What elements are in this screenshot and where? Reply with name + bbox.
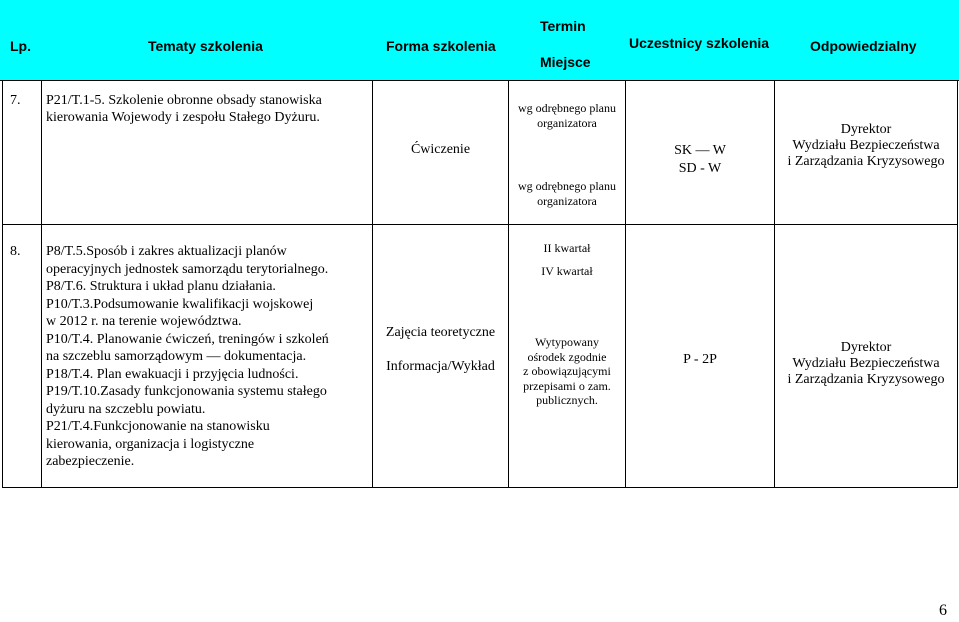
row-place: Wytypowany ośrodek zgodnie z obowiązującymi przepisami o zam. publicznych. <box>523 335 611 407</box>
page-number: 6 <box>939 602 947 619</box>
row-participants: P - 2P <box>683 352 717 367</box>
row-responsible: Dyrektor Wydziału Bezpieczeństwa i Zarządzania Kryzysowego <box>787 340 945 387</box>
header-participants: Uczestnicy szkolenia <box>629 35 770 51</box>
row-number: 7. <box>10 93 21 108</box>
row-participants: SK — W SD - W <box>674 143 726 176</box>
header-lp: Lp. <box>10 38 31 54</box>
header-responsible: Odpowiedzialny <box>810 38 917 54</box>
header-topics: Tematy szkolenia <box>148 38 263 54</box>
row-form: Ćwiczenie <box>410 142 471 157</box>
row-term: II kwartał IV kwartał <box>541 241 593 278</box>
row-number: 8. <box>10 244 21 259</box>
row-topics: P21/T.1-5. Szkolenie obronne obsady stanowiska kierowania Wojewody i zespołu Stałego Dyżuru. <box>46 93 322 125</box>
header-term: Termin <box>540 18 586 34</box>
header-place: Miejsce <box>540 54 591 70</box>
row-topics: P8/T.5.Sposób i zakres aktualizacji planów operacyjnych jednostek samorządu terytorialnego. P8/T.6. Struktura i układ planu działania. P10/T.3.Podsumowanie kwalifikacji wojskowej w 2012 r. na terenie województwa. P10/T.4. Planowanie ćwiczeń, treningów i szkoleń na szczeblu samorządowym — dokumentacja. P18/T.4. Plan ewakuacji i przyjęcia ludności. P19/T.10.Zasady funkcjonowania systemu stałego dyżuru na szczeblu powiatu. P21/T.4.Funkcjonowanie na stanowisku kierowania, organizacja i logistyczne zabezpieczenie. <box>46 244 329 469</box>
table-body <box>2 81 958 488</box>
row-form: Zajęcia teoretyczne Informacja/Wykład <box>385 325 496 374</box>
row-term: wg odrębnego planu organizatora <box>518 101 616 130</box>
header-form: Forma szkolenia <box>386 38 496 54</box>
row-place: wg odrębnego planu organizatora <box>518 179 616 208</box>
table-header <box>0 0 959 81</box>
table-row <box>3 81 957 225</box>
row-responsible: Dyrektor Wydziału Bezpieczeństwa i Zarządzania Kryzysowego <box>787 122 945 169</box>
